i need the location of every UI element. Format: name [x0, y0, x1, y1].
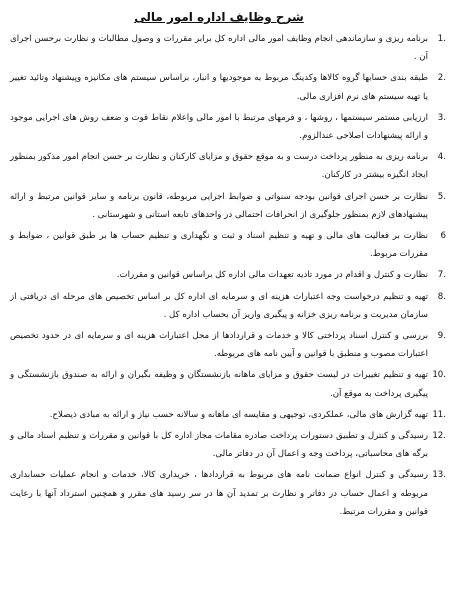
item-text: تهیه گزارش های مالی، عملکردی، توجیهی و مقایسه ای ماهانه و سالانه حسب نیاز و ارائه به مبادی ذیصلاح. [49, 409, 428, 420]
item-text: طبقه بندی حسابها گروه کالاها وکدینگ مربوط به موجودیها و انبار، براساس سیستم های مکانیزه وپیشنهاد وتائید تغییر یا تهیه سیستم های نرم افزاری مالی. [10, 73, 428, 102]
list-item [10, 288, 446, 324]
list-item [10, 466, 446, 521]
list-item [10, 366, 446, 402]
item-text: ارزیابی مستمر سیستمها ، روشها ، و فرمهای مرتبط با امور مالی واعلام نقاط قوت و ضعف روش های اجرایی موجود و ارائه پیشنهادات اصلاحی عندالزوم. [10, 112, 428, 142]
item-number: 6 [440, 231, 446, 242]
document-title: شرح وظایف اداره امور مالی [134, 10, 304, 24]
list-item [10, 227, 446, 263]
list-item [10, 148, 446, 184]
item-number: 9. [437, 331, 446, 342]
item-text: برنامه ریزی و سازماندهی انجام وظایف امور مالی اداره کل برابر مقررات و وصول مطالبات و نظارت برحسن اجرای آن . [10, 34, 428, 63]
item-text: نظارت بر حسن اجرای قوانین بودجه سنواتی و ضوابط اجرایی مربوطه، قانون برنامه و سایر قوانین مرتبط و ارائه پیشنهادهای لازم بمنظور جلوگیری از انحرافات احتمالی در واحدهای تابعه استانی و شهرستانی . [10, 191, 428, 220]
item-number: 10. [432, 370, 446, 381]
item-number: 12. [432, 431, 446, 442]
item-text: نظارت و کنترل و اقدام در مورد تادیه تعهدات مالی اداره کل براساس قوانین و مقررات. [116, 270, 428, 281]
item-text: نظارت بر فعالیت های مالی و تهیه و تنظیم اسناد و ثبت و نگهداری و تنظیم حساب ها بر طبق قوانین ، ضوابط و مقررات مربوط. [10, 231, 428, 260]
item-number: 4. [437, 152, 446, 163]
duties-list [10, 30, 446, 521]
list-item [10, 109, 446, 145]
list-item [10, 30, 446, 66]
item-number: 1. [437, 34, 446, 44]
item-text: بررسی و کنترل اسناد پرداختی کالا و خدمات و قراردادها از محل اعتبارات هزینه ای و سرمایه ای در حدود تخصیص اعتبارات مصوب و منطبق با قوانین و آیین نامه های مربوطه. [10, 331, 428, 360]
item-number: 2. [437, 73, 446, 84]
item-number: 11. [432, 409, 446, 420]
list-item [10, 69, 446, 105]
item-number: 7. [437, 270, 446, 281]
item-text: تهیه و تنظیم درخواست وجه اعتبارات هزینه ای و سرمایه ای اداره کل بر اساس تخصیص های مرحله ای دریافتی از سازمان مدیریت و برنامه ریزی خزانه و پیگیری واریز آن بحساب اداره کل . [10, 291, 428, 320]
item-number: 13. [432, 470, 446, 481]
item-number: 3. [437, 112, 446, 123]
list-item [10, 427, 446, 463]
item-number: 8. [437, 291, 446, 302]
list-item [10, 327, 446, 363]
item-text: تهیه و تنظیم تغییرات در لیست حقوق و مزایای ماهانه بازنشستگان و وظیفه بگیران و ارائه به صندوق بازنشستگی و پیگیری پرداخت به موقع آن. [10, 370, 428, 399]
item-number: 5. [437, 191, 446, 202]
list-item [10, 266, 446, 284]
item-text: رسیدگی و کنترل انواع ضمانت نامه های مربوط به قراردادها ، خریداری کالا، خدمات و انجام عملیات حسابداری مربوطه و اعمال حساب در دفاتر و نظارت بر تمدید آن ها در سر رسید های مقرر و همچنین استرداد آنها با رعایت قوانین و مقررات مرتبط. [10, 470, 428, 517]
list-item [10, 406, 446, 424]
item-text: رسیدگی و کنترل و تطبیق دستورات پرداخت صادره مقامات مجاز اداره کل با قوانین و مقررات و تنظیم اسناد مالی و برگه های محاسباتی، پرداخت وجه و اعمال آن در دفاتر مالی. [10, 431, 428, 460]
item-text: برنامه ریزی به منظور پرداخت درست و به موقع حقوق و مزایای کارکنان و نظارت بر حسن انجام امور مذکور بمنظور ایجاد انگیزه بیشتر در کارکنان. [10, 152, 428, 181]
list-item [10, 188, 446, 224]
